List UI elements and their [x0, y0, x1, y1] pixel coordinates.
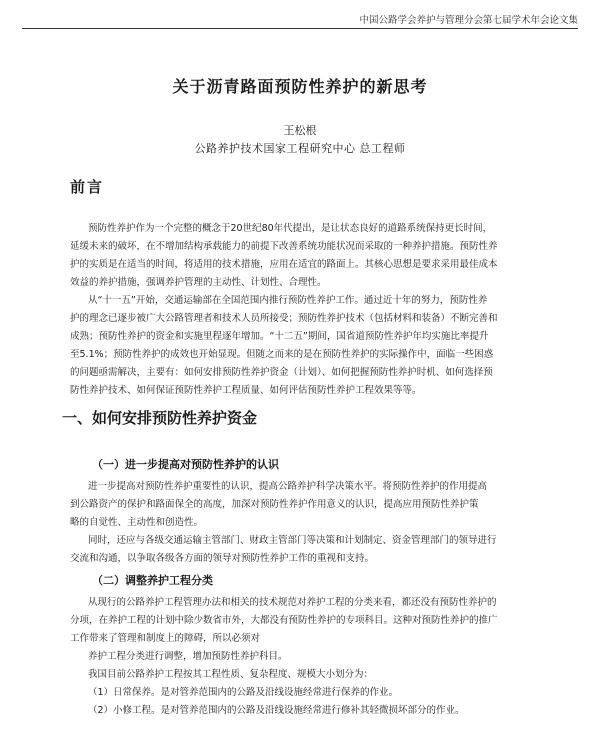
body-line: 我国目前公路养护工程按其工程性质、复杂程度、规模大小划分为：: [88, 669, 374, 680]
body-line: 预防性养护作为一个完整的概念于20世纪80年代提出，是让状态良好的道路系统保持更长时间，: [88, 223, 493, 234]
body-line: 同时，还应与各级交通运输主管部门、财政主管部门等决策和计划制定、资金管理部门的领导进行: [88, 535, 497, 546]
body-line: 护的实质是在适当的时间，将适用的技术措施，应用在适宜的路面上。其核心思想是要求采用最佳成本: [70, 259, 498, 270]
preface-heading: 前言: [70, 178, 105, 196]
body-line: （1）日常保养。是对管养范围内的公路及沿线设施经常进行保养的作业。: [88, 687, 399, 698]
running-header: [0, 0, 600, 30]
body-line: 交流和沟通，以争取各级各方面的领导对预防性养护工作的重视和支持。: [70, 553, 375, 564]
body-line: 从“十一五”开始，交通运输部在全国范围内推行预防性养护工作。通过近十年的努力，预防性养: [88, 295, 488, 306]
section-heading: 一、如何安排预防性养护资金: [62, 409, 258, 427]
body-line: 护的理念已逐步被广大公路管理者和技术人员所接受；预防性养护技术（包括材料和装备）不断完善和: [70, 313, 498, 324]
body-line: 的问题亟需解决，主要有：如何安排预防性养护资金（计划）、如何把握预防性养护时机、如何选择预: [70, 367, 493, 378]
author-affiliation: 公路养护技术国家工程研究中心 总工程师: [194, 142, 406, 155]
body-line: 工作带来了管理和制度上的障碍，所以必须对: [70, 633, 261, 644]
body-line: 效益的养护措施，强调养护管理的主动性、计划性、合理性。: [70, 277, 327, 288]
body-line: 分项，在养护工程的计划中除少数省市外，大都没有预防性养护的专项科目。这种对预防性养护的推广: [70, 615, 498, 626]
running-header-text: 中国公路学会养护与管理分会第七届学术年会论文集: [359, 15, 578, 26]
body-line: 防性养护技术、如何保证预防性养护工程质量、如何评估预防性养护工程效果等等。: [70, 385, 422, 396]
body-line: 从现行的公路养护工程管理办法和相关的技术规范对养护工程的分类来看，都还没有预防性养护的: [88, 597, 497, 608]
body-line: 进一步提高对预防性养护重要性的认识，提高公路养护科学决策水平。将预防性养护的作用提高: [88, 481, 488, 492]
body-line: 到公路资产的保护和路面保全的高度，加深对预防性养护作用意义的认识，提高应用预防性养护策: [70, 499, 479, 510]
header-rule: [22, 28, 578, 29]
subsection-heading: （二）调整养护工程分类: [92, 574, 213, 587]
body-line: 至5.1%；预防性养护的成效也开始显现。但随之而来的是在预防性养护的实际操作中，面临一些困惑: [70, 349, 494, 360]
body-line: （2）小修工程。是对管养范围内的公路及沿线设施经常进行修补其轻微损坏部分的作业。: [88, 705, 465, 716]
body-line: 略的自觉性、主动性和创造性。: [70, 517, 204, 528]
body-line: 成熟；预防性养护的资金和实施里程逐年增加。“十二五”期间，国省道预防性养护年均实施比率提升: [70, 331, 489, 342]
author-name: 王松根: [283, 124, 317, 137]
subsection-heading: （一）进一步提高对预防性养护的认识: [92, 458, 279, 471]
body-line: 延缓未来的破坏，在不增加结构承载能力的前提下改善系统功能状况而采取的一种养护措施。预防性养: [70, 241, 498, 252]
paper-title: 关于沥青路面预防性养护的新思考: [172, 77, 428, 96]
body-line: 养护工程分类进行调整，增加预防性养护科目。: [88, 651, 288, 662]
